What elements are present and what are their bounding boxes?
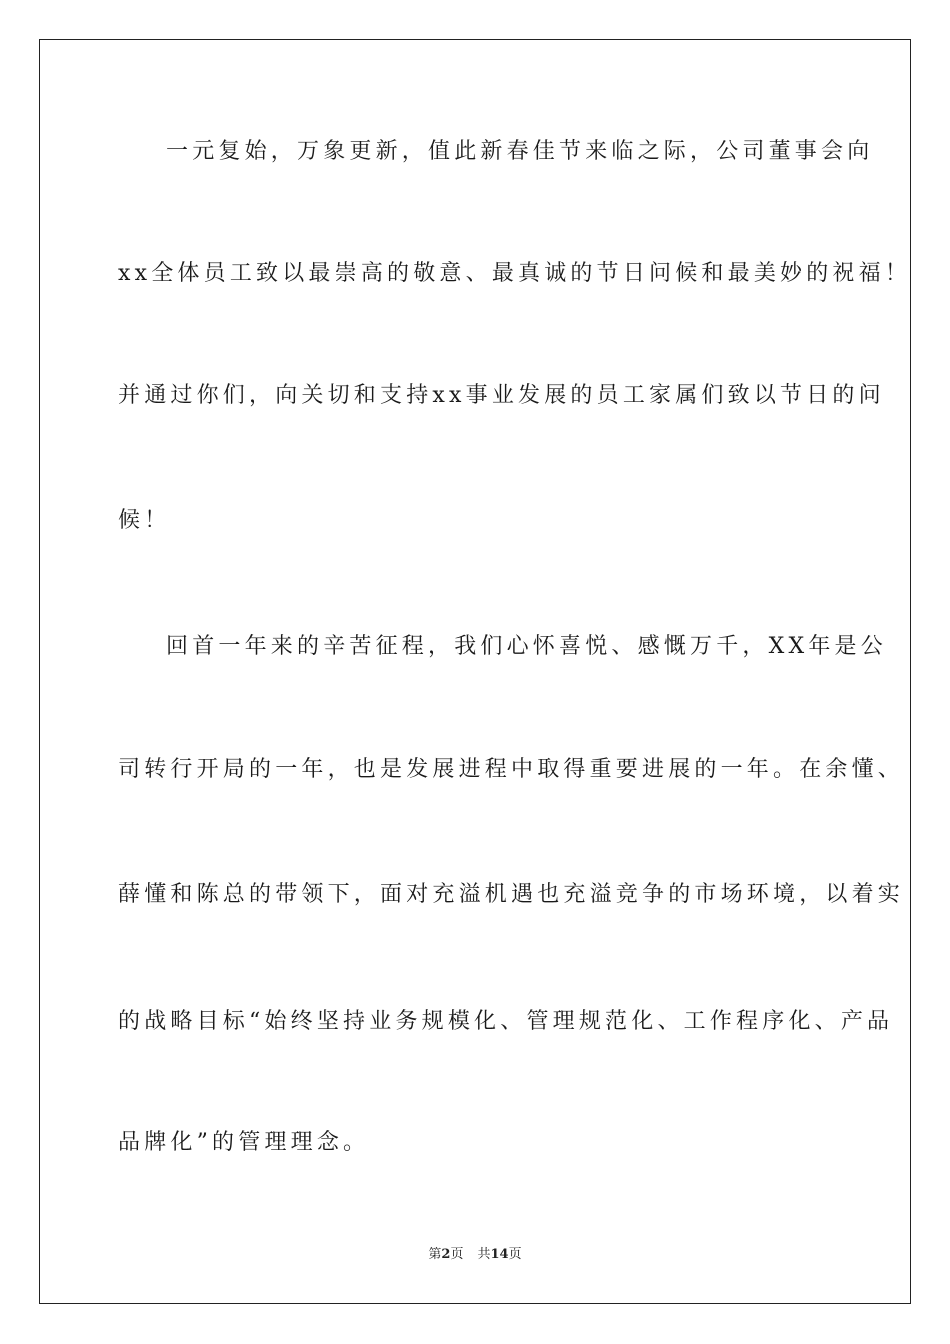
page-number: 2	[441, 1247, 451, 1262]
paragraph-1-line-4: 候！	[118, 508, 171, 533]
paragraph-1-line-1: 一元复始，万象更新，值此新春佳节来临之际，公司董事会向	[166, 139, 874, 164]
paragraph-2-line-1: 回首一年来的辛苦征程，我们心怀喜悦、感慨万千，XX年是公	[166, 634, 887, 659]
paragraph-1-line-2: xx全体员工致以最崇高的敬意、最真诚的节日问候和最美妙的祝福！	[118, 261, 912, 286]
page-indicator: 第2页	[428, 1247, 464, 1262]
total-pages-indicator: 共14页	[477, 1247, 522, 1262]
total-pages: 14	[490, 1247, 509, 1262]
page-border	[39, 39, 911, 1304]
paragraph-1-line-3: 并通过你们，向关切和支持xx事业发展的员工家属们致以节日的问	[118, 383, 885, 408]
paragraph-2-line-2: 司转行开局的一年，也是发展进程中取得重要进展的一年。在余懂、	[118, 757, 905, 782]
paragraph-2-line-3: 薛懂和陈总的带领下，面对充溢机遇也充溢竞争的市场环境，以着实	[118, 882, 905, 907]
paragraph-2-line-5: 品牌化”的管理理念。	[118, 1130, 370, 1155]
paragraph-2-line-4: 的战略目标“始终坚持业务规模化、管理规范化、工作程序化、产品	[118, 1009, 894, 1034]
page-footer	[0, 1246, 950, 1264]
